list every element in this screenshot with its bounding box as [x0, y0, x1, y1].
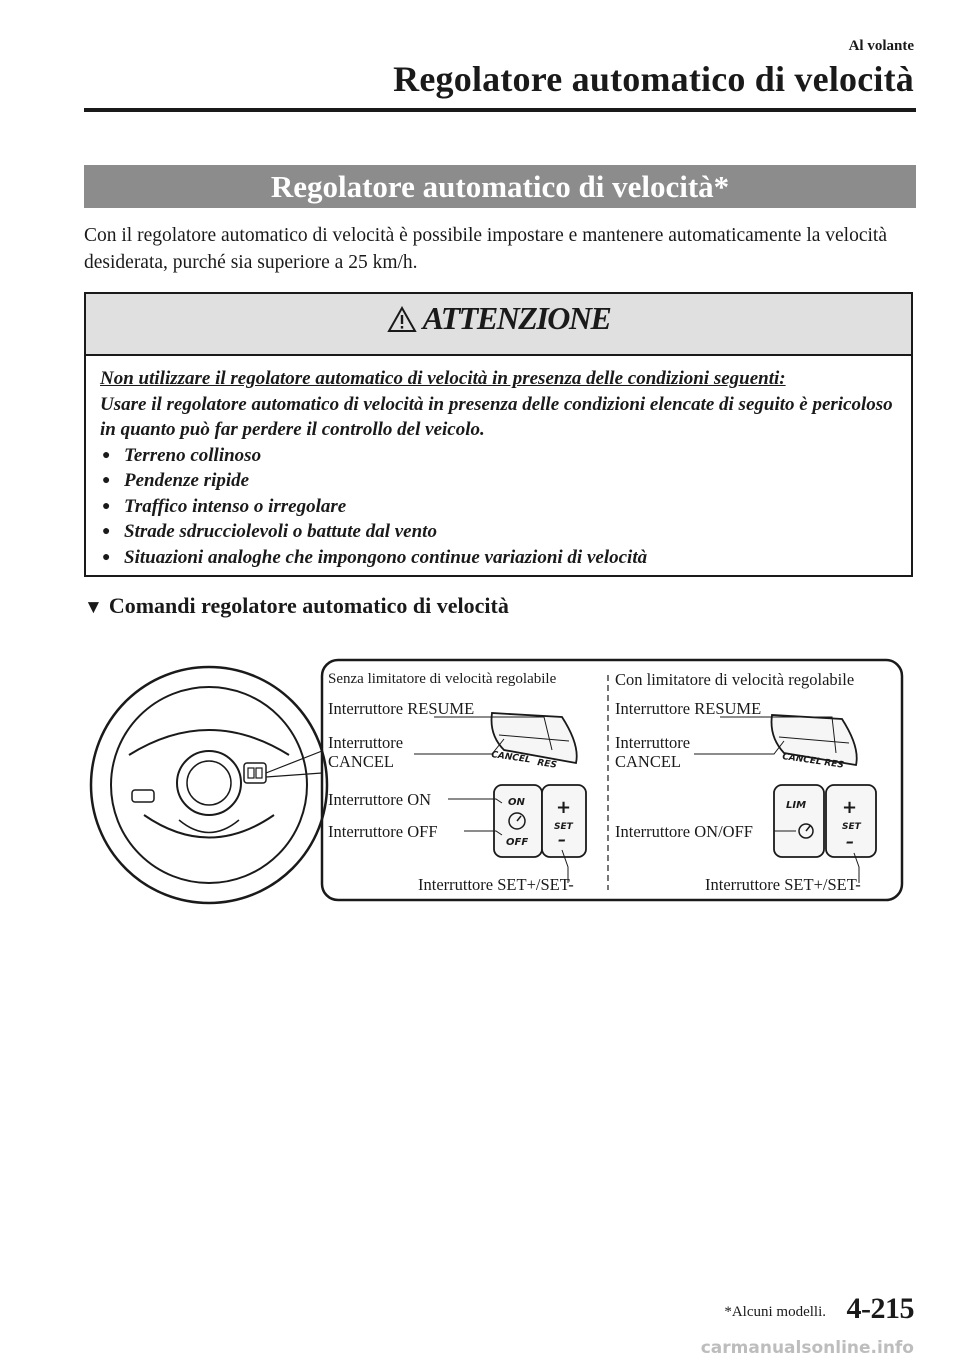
right-set-key-text: SET	[842, 822, 861, 832]
left-resume-label: Interruttore RESUME	[328, 699, 475, 718]
steering-wheel-drawing	[91, 667, 327, 903]
warning-triangle-icon	[387, 306, 417, 333]
watermark: carmanualsonline.info	[700, 1338, 914, 1358]
left-cancel-label-1: Interruttore	[328, 733, 404, 752]
triangle-down-icon: ▼	[84, 597, 103, 618]
left-plus-key-text: +	[556, 797, 572, 818]
left-on-key-text: ON	[508, 797, 525, 808]
header-rule	[84, 108, 916, 112]
right-lim-key-text: LIM	[786, 800, 807, 811]
right-minus-key-text: –	[846, 832, 854, 851]
warning-header	[86, 294, 911, 356]
warning-list	[100, 443, 900, 571]
list-item: ● Terreno collinoso	[100, 443, 900, 469]
warning-box	[84, 292, 913, 577]
right-resume-label: Interruttore RESUME	[615, 699, 762, 718]
footnote: *Alcuni modelli.	[724, 1304, 826, 1320]
left-minus-key-text: –	[558, 830, 566, 849]
warning-title-text: ATTENZIONE	[422, 300, 611, 336]
left-off-key-text: OFF	[506, 837, 529, 848]
controls-figure	[84, 645, 914, 910]
section-label: Al volante	[848, 38, 914, 54]
right-onoff-label: Interruttore ON/OFF	[615, 822, 753, 841]
right-cancel-key-text: CANCEL	[781, 752, 823, 768]
right-set-label: Interruttore SET+/SET-	[705, 875, 861, 894]
left-set-label: Interruttore SET+/SET-	[418, 875, 574, 894]
list-item: ● Situazioni analoghe che impongono continue variazioni di velocità	[100, 545, 900, 571]
right-caption: Con limitatore di velocità regolabile	[615, 670, 855, 689]
page-title: Regolatore automatico di velocità	[393, 59, 914, 99]
warning-title	[86, 300, 911, 337]
figure-panel	[322, 660, 902, 900]
left-set-key-text: SET	[554, 822, 573, 832]
warning-text: Usare il regolatore automatico di velocità in presenza delle condizioni elencate di seguito è pericoloso in quanto può far perdere il controllo del veicolo.	[100, 393, 893, 440]
intro-paragraph: Con il regolatore automatico di velocità è possibile impostare e mantenere automaticamente la velocità desiderata, purché sia superiore a 25 km/h.	[84, 225, 887, 273]
warning-lead: Non utilizzare il regolatore automatico di velocità in presenza delle condizioni seguenti:	[100, 368, 786, 389]
right-plus-key-text: +	[842, 797, 858, 818]
list-item: ● Traffico intenso o irregolare	[100, 494, 900, 520]
subheading: ▼ Comandi regolatore automatico di velocità	[84, 593, 509, 618]
right-cancel-label-1: Interruttore	[615, 733, 691, 752]
right-res-key-text: RES	[823, 758, 845, 771]
page-number: 4-215	[846, 1292, 914, 1325]
section-banner: Regolatore automatico di velocità*	[84, 165, 916, 208]
left-caption: Senza limitatore di velocità regolabile	[328, 671, 557, 687]
left-on-label: Interruttore ON	[328, 790, 432, 809]
left-off-label: Interruttore OFF	[328, 822, 438, 841]
right-cancel-label-2: CANCEL	[615, 752, 681, 771]
left-cancel-label-2: CANCEL	[328, 752, 394, 771]
list-item: ● Pendenze ripide	[100, 468, 900, 494]
list-item: ● Strade sdrucciolevoli o battute dal vento	[100, 519, 900, 545]
left-cancel-key-text: CANCEL	[490, 750, 532, 766]
warning-body	[100, 366, 900, 570]
left-res-key-text: RES	[536, 758, 558, 771]
